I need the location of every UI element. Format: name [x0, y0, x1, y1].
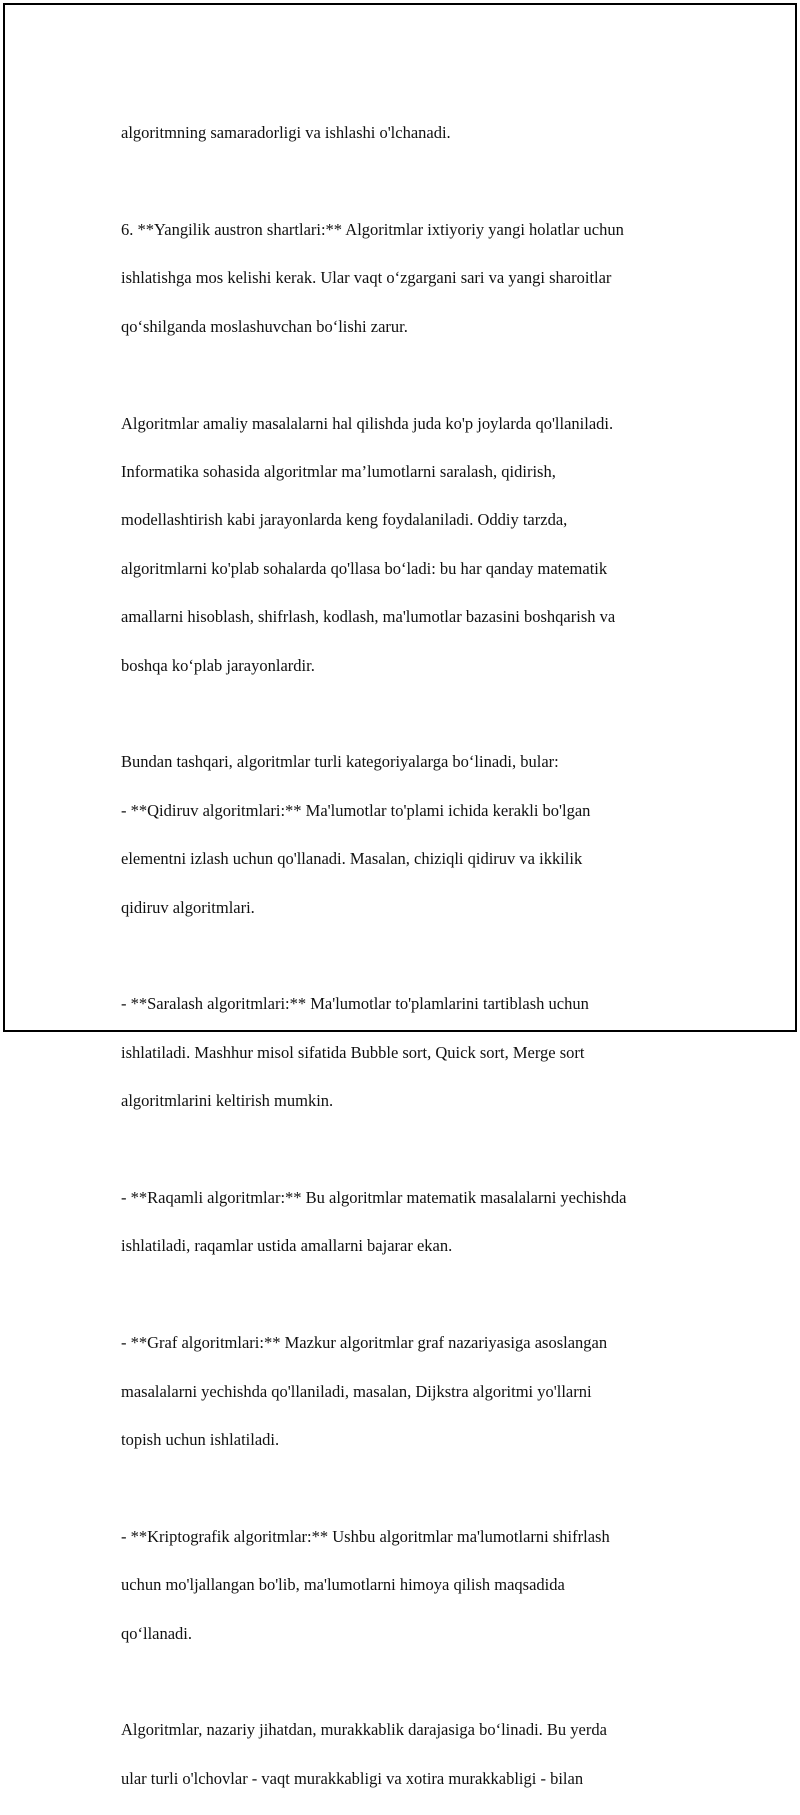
text-line: algoritmlarini keltirish mumkin. — [121, 1091, 334, 1111]
list-item — [121, 1307, 691, 1476]
text-line: ular turli o'lchovlar - vaqt murakkabligi va xotira murakkabligi - bilan — [121, 1768, 584, 1788]
page-frame — [3, 3, 797, 1788]
text-line: algoritmlarni ko'plab sohalarda qo'llasa bo‘ladi: bu har qanday matematik — [121, 558, 608, 578]
document-body — [121, 97, 691, 1815]
text-line: ishlatiladi. Mashhur misol sifatida Bubble sort, Quick sort, Merge sort — [121, 1042, 585, 1062]
text-line: masalalarni yechishda qo'llaniladi, masalan, Dijkstra algoritmi yo'llarni — [121, 1381, 592, 1401]
text-line: ishlatiladi, raqamlar ustida amallarni bajarar ekan. — [121, 1236, 453, 1256]
list-item-line: - **Graf algoritmlari:** Mazkur algoritmlar graf nazariyasiga asoslangan — [121, 1333, 608, 1353]
paragraph — [121, 194, 691, 363]
text-line: qo‘llanadi. — [121, 1623, 193, 1643]
paragraph — [121, 1694, 691, 1815]
text-line: modellashtirish kabi jarayonlarda keng foydalaniladi. Oddiy tarzda, — [121, 510, 568, 530]
text-line: algoritmning samaradorligi va ishlashi o'lchanadi. — [121, 123, 451, 143]
text-line: topish uchun ishlatiladi. — [121, 1430, 280, 1450]
text-line: Informatika sohasida algoritmlar ma’lumotlarni saralash, qidirish, — [121, 462, 556, 482]
text-line: Bundan tashqari, algoritmlar turli kategoriyalarga bo‘linadi, bular: — [121, 752, 559, 772]
text-line: elementni izlash uchun qo'llanadi. Masalan, chiziqli qidiruv va ikkilik — [121, 849, 583, 869]
text-line: boshqa ko‘plab jarayonlardir. — [121, 655, 315, 675]
list-item — [121, 968, 691, 1137]
text-line: qidiruv algoritmlari. — [121, 897, 255, 917]
text-line: Algoritmlar, nazariy jihatdan, murakkablik darajasiga bo‘linadi. Bu yerda — [121, 1720, 607, 1740]
list-item — [121, 1162, 691, 1283]
list-item-line: - **Kriptografik algoritmlar:** Ushbu algoritmlar ma'lumotlarni shifrlash — [121, 1526, 610, 1546]
text-line: qo‘shilganda moslashuvchan bo‘lishi zarur. — [121, 316, 408, 336]
text-line: ishlatishga mos kelishi kerak. Ular vaqt o‘zgargani sari va yangi sharoitlar — [121, 268, 612, 288]
text-line: Algoritmlar amaliy masalalarni hal qilishda juda ko'p joylarda qo'llaniladi. — [121, 413, 614, 433]
list-item-line: - **Saralash algoritmlari:** Ma'lumotlar to'plamlarini tartiblash uchun — [121, 994, 589, 1014]
paragraph — [121, 97, 691, 170]
text-line: 6. **Yangilik austron shartlari:** Algoritmlar ixtiyoriy yangi holatlar uchun — [121, 220, 624, 239]
list-item-line: - **Raqamli algoritmlar:** Bu algoritmlar matematik masalalarni yechishda — [121, 1188, 627, 1208]
list-item-line: - **Qidiruv algoritmlari:** Ma'lumotlar to'plami ichida kerakli bo'lgan — [121, 800, 591, 820]
paragraph — [121, 387, 691, 702]
list-item — [121, 1501, 691, 1670]
paragraph — [121, 726, 691, 944]
text-line: amallarni hisoblash, shifrlash, kodlash, ma'lumotlar bazasini boshqarish va — [121, 607, 616, 627]
text-line: uchun mo'ljallangan bo'lib, ma'lumotlarni himoya qilish maqsadida — [121, 1575, 565, 1595]
